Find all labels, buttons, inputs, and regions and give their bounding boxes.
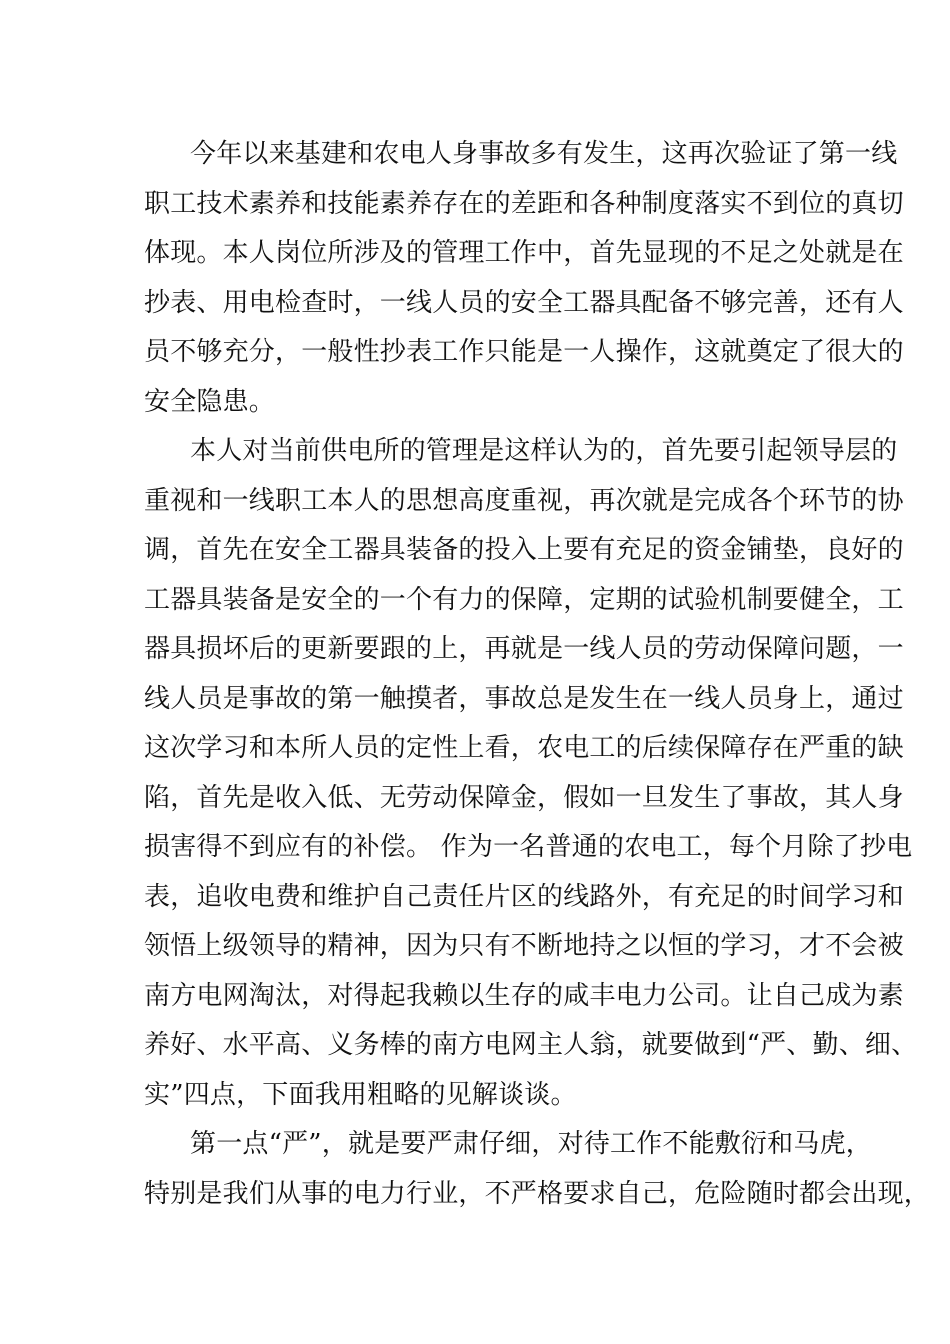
text-line: 体现。本人岗位所涉及的管理工作中，首先显现的不足之处就是在	[144, 238, 904, 268]
text-line: 南方电网淘汰，对得起我赖以生存的咸丰电力公司。让自己成为素	[144, 980, 904, 1011]
text-line: 本人对当前供电所的管理是这样认为的，首先要引起领导层的	[190, 436, 898, 466]
text-line: 线人员是事故的第一触摸者，事故总是发生在一线人员身上，通过	[144, 683, 904, 714]
text-line: 养好、水平高、义务棒的南方电网主人翁，就要做到“严、勤、细、	[144, 1030, 918, 1060]
text-line: 陷，首先是收入低、无劳动保障金，假如一旦发生了事故，其人身	[144, 782, 904, 813]
text-line: 抄表、用电检查时，一线人员的安全工器具配备不够完善，还有人	[144, 287, 904, 318]
paragraph-management	[144, 427, 918, 1120]
text-line: 重视和一线职工本人的思想高度重视，再次就是完成各个环节的协	[144, 485, 904, 516]
text-line: 实”四点，下面我用粗略的见解谈谈。	[144, 1079, 577, 1110]
text-line: 安全隐患。	[144, 386, 276, 417]
text-line: 特别是我们从事的电力行业，不严格要求自己，危险随时都会出现，	[144, 1178, 931, 1209]
paragraph-point-strict	[144, 1120, 931, 1219]
text-line: 工器具装备是安全的一个有力的保障，定期的试验机制要健全，工	[144, 584, 904, 615]
text-line: 表，追收电费和维护自己责任片区的线路外，有充足的时间学习和	[144, 881, 904, 912]
text-line: 职工技术素养和技能素养存在的差距和各种制度落实不到位的真切	[144, 188, 904, 219]
text-line: 员不够充分，一般性抄表工作只能是一人操作，这就奠定了很大的	[144, 337, 904, 367]
text-line: 调，首先在安全工器具装备的投入上要有充足的资金铺垫，良好的	[144, 535, 904, 565]
text-line: 器具损坏后的更新要跟的上，再就是一线人员的劳动保障问题，一	[144, 634, 904, 664]
paragraph-accidents	[144, 130, 904, 427]
text-line: 第一点“严”，就是要严肃仔细，对待工作不能敷衍和马虎，	[190, 1129, 872, 1159]
text-line: 领悟上级领导的精神，因为只有不断地持之以恒的学习，才不会被	[144, 931, 904, 961]
document-body	[144, 130, 931, 1219]
text-line: 这次学习和本所人员的定性上看，农电工的后续保障存在严重的缺	[144, 733, 904, 763]
text-line: 今年以来基建和农电人身事故多有发生，这再次验证了第一线	[190, 139, 898, 169]
text-line: 损害得不到应有的补偿。 作为一名普通的农电工，每个月除了抄电	[144, 832, 913, 862]
